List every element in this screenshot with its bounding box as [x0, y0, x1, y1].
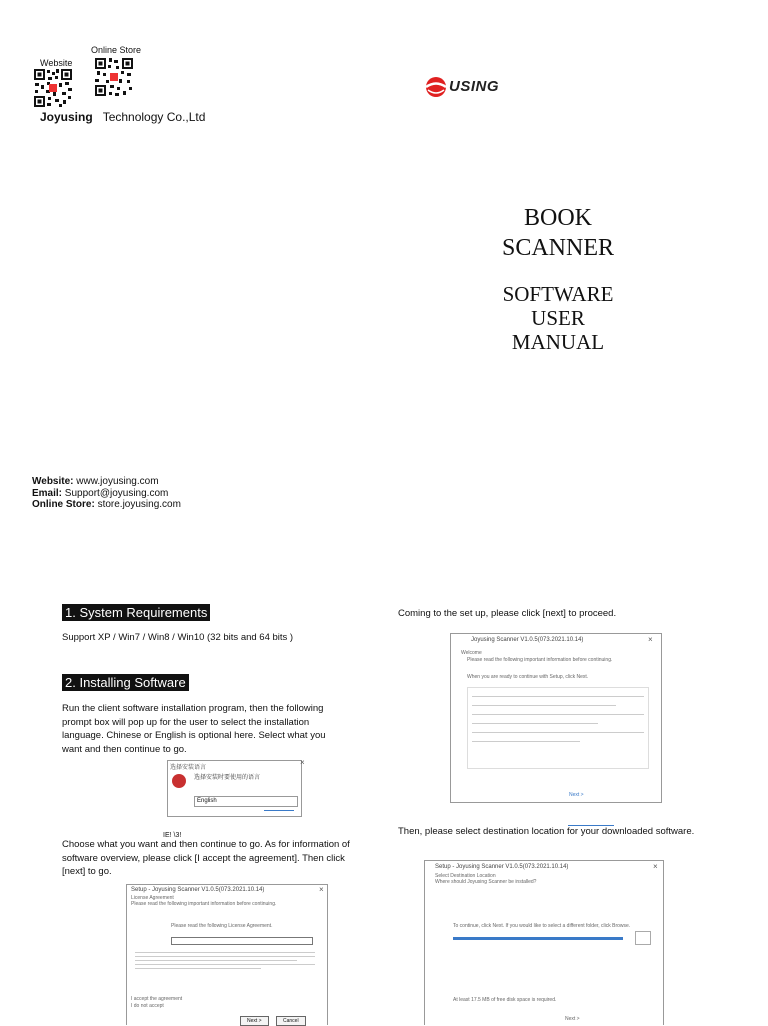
- welcome-dialog-title: Joyusing Scanner V1.0.5(073.2021.10.14): [471, 637, 584, 643]
- destination-continue-text: To continue, click Next. If you would like to select a different folder, click Browse.: [453, 923, 631, 929]
- disk-space-text: At least 17.5 MB of free disk space is required.: [453, 997, 557, 1003]
- title-main: [458, 203, 658, 263]
- language-select-dialog: [167, 760, 302, 817]
- accept-agreement-radio[interactable]: I accept the agreement: [131, 996, 183, 1002]
- installer-app-icon: [172, 774, 186, 788]
- title-line-book: BOOK: [523, 205, 592, 231]
- installing-software-text: Run the client software installation program, then the following prompt box will pop up for the user to select the installation language. Chinese or English is optional here. Select what you want and then continue to go.: [62, 703, 326, 755]
- next-button[interactable]: Next >: [240, 1016, 269, 1026]
- destination-heading: Select Destination Location: [435, 873, 496, 879]
- website-qr-code-icon: [33, 68, 73, 108]
- destination-path-field[interactable]: [453, 937, 623, 940]
- section-system-requirements-heading: 1. System Requirements: [62, 604, 210, 621]
- store-qr-label: Online Store: [91, 45, 142, 55]
- destination-location-dialog: [424, 860, 664, 1025]
- license-subheading: Please read the following important information before continuing.: [131, 901, 277, 907]
- contact-info: [32, 476, 181, 511]
- language-select[interactable]: English: [194, 796, 298, 807]
- destination-instructions-text: Then, please select destination location for your downloaded software.: [398, 826, 695, 837]
- welcome-ready-text: When you are ready to continue with Setup, click Next.: [467, 674, 589, 680]
- logo-text: USING: [449, 78, 500, 95]
- email-link[interactable]: Support@joyusing.com: [62, 487, 169, 499]
- welcome-next-button[interactable]: Next >: [569, 792, 584, 798]
- destination-dialog-title: Setup - Joyusing Scanner V1.0.5(073.2021.10.14): [435, 864, 569, 870]
- welcome-setup-dialog: [450, 633, 662, 803]
- license-text-area[interactable]: [171, 937, 313, 945]
- destination-underline: [568, 825, 614, 826]
- close-icon[interactable]: ×: [319, 885, 324, 894]
- setup-instructions-text: Coming to the set up, please click [next] to proceed.: [398, 608, 617, 619]
- company-name: [40, 110, 205, 124]
- section-installing-software-heading: 2. Installing Software: [62, 674, 189, 691]
- close-icon[interactable]: ×: [300, 758, 305, 767]
- welcome-heading: Welcome: [461, 650, 482, 656]
- license-agreement-dialog: [126, 884, 328, 1025]
- license-box-caption: Please read the following License Agreement.: [171, 923, 273, 929]
- destination-next-button[interactable]: Next >: [565, 1016, 580, 1022]
- store-link[interactable]: store.joyusing.com: [94, 499, 181, 510]
- language-dialog-prompt: 选择安装时要使用的语言: [194, 775, 261, 781]
- contact-email: Email: Support@joyusing.com: [32, 487, 169, 499]
- destination-subheading: Where should Joyusing Scanner be installed?: [435, 879, 537, 885]
- language-dialog-title: 选择安装语言: [170, 765, 207, 771]
- welcome-info-box: [467, 687, 649, 769]
- website-link[interactable]: www.joyusing.com: [73, 476, 159, 487]
- title-line-user: USER: [531, 306, 585, 330]
- system-requirements-text: Support XP / Win7 / Win8 / Win10 (32 bits and 64 bits ): [62, 632, 294, 643]
- contact-store: Online Store: store.joyusing.com: [32, 499, 181, 510]
- company-suffix: Technology Co.,Ltd: [102, 110, 206, 124]
- language-ok-underline: [264, 810, 294, 811]
- company-brand: Joyusing: [40, 110, 93, 124]
- contact-website: Website: www.joyusing.com: [32, 476, 159, 487]
- title-sub: [458, 282, 658, 354]
- welcome-subheading: Please read the following important information before continuing.: [467, 657, 613, 663]
- reject-agreement-radio[interactable]: I do not accept: [131, 1003, 164, 1009]
- close-icon[interactable]: ×: [648, 635, 653, 644]
- close-icon[interactable]: ×: [653, 862, 658, 871]
- license-instructions-text: Choose what you want and then continue to go. As for information of software overview, please click [I accept the agreement]. Then click [next] to go.: [62, 839, 350, 877]
- language-dialog-caption: IE! \3!: [163, 832, 182, 839]
- website-qr-label: Website: [40, 58, 73, 68]
- license-body-lines: [135, 949, 315, 989]
- title-line-software: SOFTWARE: [502, 282, 614, 306]
- browse-button[interactable]: [635, 931, 651, 945]
- cancel-button[interactable]: Cancel: [276, 1016, 306, 1026]
- store-qr-code-icon: [94, 57, 134, 97]
- license-heading: License Agreement: [131, 895, 174, 901]
- license-dialog-title: Setup - Joyusing Scanner V1.0.5(073.2021.10.14): [131, 887, 265, 893]
- title-line-manual: MANUAL: [511, 330, 605, 354]
- title-line-scanner: SCANNER: [501, 235, 615, 261]
